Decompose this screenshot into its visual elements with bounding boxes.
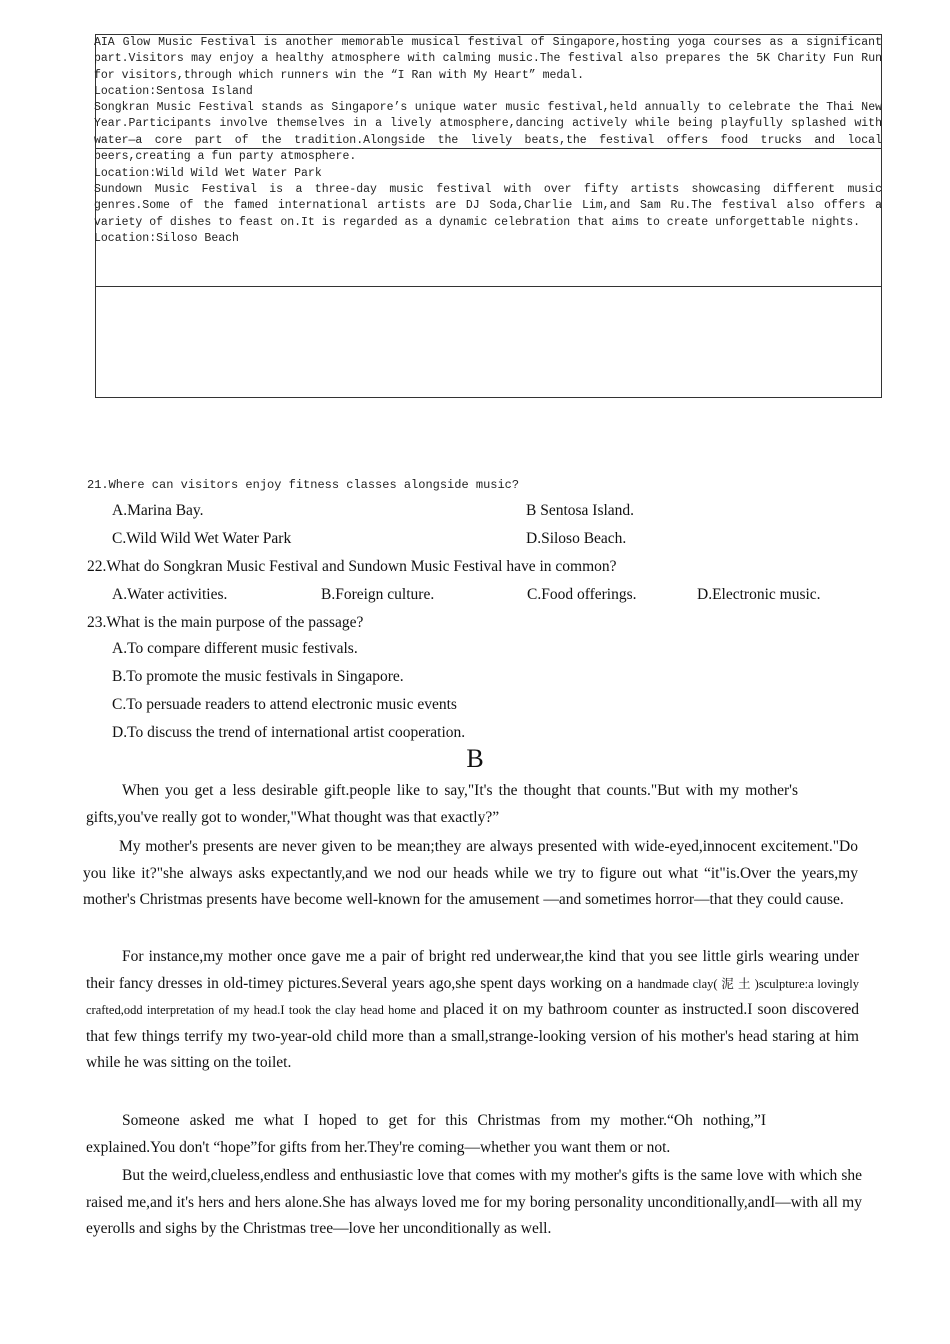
q22-option-a: A.Water activities.	[112, 586, 228, 603]
question-22: 22.What do Songkran Music Festival and Sundown Music Festival have in common?	[87, 558, 617, 575]
sundown-festival-location: Location:Siloso Beach	[94, 232, 239, 246]
passage-paragraph-4-text: Someone asked me what I hoped to get for this Christmas from my mother.“Oh nothing,”I explained.You don't “hope”for gifts from her.They're coming—whether you want them or not.	[86, 1112, 766, 1156]
q22-option-b: B.Foreign culture.	[321, 586, 435, 603]
passage-paragraph-1-text: When you get a less desirable gift.people like to say,"It's the thought that counts."But with my mother's gifts,you've really got to wonder,"What thought was that exactly?”	[86, 782, 798, 826]
passage-paragraph-3-text-b: placed it on my bathroom counter as instructed.I soon discovered that few things terrify my two-year-old child more than a small,strange-looking version of his mother's head staring at him while he was sitting on the toilet.	[86, 1001, 859, 1071]
songkran-festival-text: Songkran Music Festival stands as Singapore’s unique water music festival,held annually to celebrate the Thai New Year.Participants involve themselves in a lively atmosphere,dancing actively while being playfully splashed with water—a core part of the tradition.Alongside the lively beats,the festival offers food trucks and local beers,creating a fun party atmosphere.	[94, 101, 882, 164]
songkran-festival-location: Location:Wild Wild Wet Water Park	[94, 166, 322, 180]
q21-option-d: D.Siloso Beach.	[526, 530, 627, 547]
q23-option-d: D.To discuss the trend of international artist cooperation.	[112, 724, 466, 741]
section-b-heading: B	[466, 744, 484, 773]
question-23: 23.What is the main purpose of the passage?	[87, 614, 364, 631]
passage-paragraph-3	[86, 944, 859, 1077]
passage-paragraph-1	[86, 778, 798, 831]
sundown-festival-paragraph	[94, 182, 882, 248]
q22-option-d: D.Electronic music.	[697, 586, 821, 603]
aia-festival-location: Location:Sentosa Island	[94, 85, 253, 99]
q21-option-b: B Sentosa Island.	[526, 502, 635, 519]
q23-option-a: A.To compare different music festivals.	[112, 640, 358, 657]
q21-option-c: C.Wild Wild Wet Water Park	[112, 530, 292, 547]
q22-option-c: C.Food offerings.	[527, 586, 637, 603]
passage-paragraph-2-text: My mother's presents are never given to be mean;they are always presented with wide-eyed,innocent excitement."Do you like it?"she always asks expectantly,and we nod our heads while we try to figure out what “it"is.Over the years,my mother's Christmas presents have become well-known for the amusement —and sometimes horror—that they could cause.	[83, 838, 858, 908]
passage-paragraph-3-text-a: For instance,my mother once gave me a pair of bright red underwear,the kind that you see little girls wearing under their fancy dresses in old-timey pictures.Several years ago,she spent days working on a	[86, 948, 859, 992]
aia-festival-paragraph	[94, 35, 882, 101]
passage-paragraph-2	[83, 834, 858, 914]
passage-paragraph-5-text: But the weird,clueless,endless and enthusiastic love that comes with my mother's gifts is the same love with which she raised me,and it's hers and hers alone.She has always loved me for my boring personality unconditionally,andI—with all my eyerolls and sighs by the Christmas tree—love her unconditionally as well.	[86, 1167, 862, 1237]
aia-festival-text: AIA Glow Music Festival is another memorable musical festival of Singapore,hosting yoga courses as a significant part.Visitors may enjoy a healthy atmosphere with calming music.The festival also prepares the 5K Charity Fun Run for visitors,through which runners win the “I Ran with My Heart” medal.	[94, 36, 882, 82]
empty-box	[95, 286, 882, 398]
passage-paragraph-4	[86, 1108, 766, 1161]
songkran-festival-paragraph	[94, 100, 882, 182]
q21-option-a: A.Marina Bay.	[112, 502, 204, 519]
sundown-festival-text: Sundown Music Festival is a three-day music festival with over fifty artists showcasing different music genres.Some of the famed international artists are DJ Soda,Charlie Lim,and Sam Ru.The festival also offers a variety of dishes to feast on.It is regarded as a dynamic celebration that aims to create unforgettable nights.	[94, 183, 882, 229]
passage-paragraph-5	[86, 1163, 862, 1243]
q23-option-b: B.To promote the music festivals in Singapore.	[112, 668, 404, 685]
question-21: 21.Where can visitors enjoy fitness classes alongside music?	[87, 478, 520, 492]
passage-paragraph-3-small-text: handmade clay( 泥 土 )sculpture:a lovingly crafted,odd interpretation of my head.I took the clay head home and	[86, 976, 860, 1017]
q23-option-c: C.To persuade readers to attend electronic music events	[112, 696, 457, 713]
